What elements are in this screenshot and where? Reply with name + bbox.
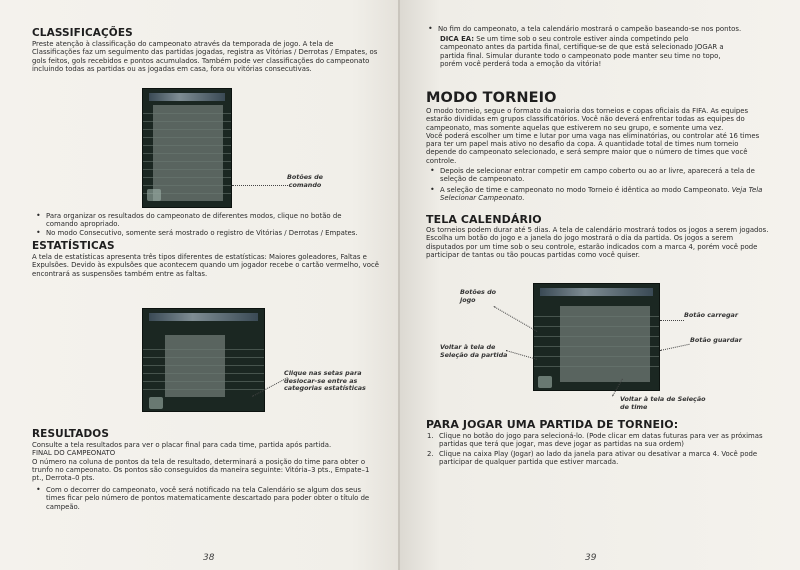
- screenshot-header-bar: [149, 93, 225, 101]
- classificacoes-heading: CLASSIFICAÇÕES: [32, 27, 133, 39]
- ea-logo-icon: [147, 189, 161, 201]
- comando-buttons-callout: Botões de comando: [287, 173, 323, 189]
- botao-guardar-callout: Botão guardar: [690, 336, 742, 344]
- para-jogar-step-2: 2. Clique na caixa Play (Jogar) ao lado da janela para ativar ou desativar a marca 4. Você pode participar de qualquer partida que estiver marcada.: [427, 450, 758, 467]
- classificacoes-bullet-2: • No modo Consecutivo, somente será mostrado o registro de Vitórias / Derrotas / Empates.: [34, 229, 379, 237]
- tela-calendario-paragraph: Os torneios podem durar até 5 dias. A tela de calendário mostrará todos os jogos a serem jogados. Escolha um botão do jogo e a janela do jogo mostrará o dia da partida. Os jogos a serem disputados por um time sob o seu controle, estarão indicados com a marca 4, porém você pode participar de tantas ou tão poucas partidas como você quiser.: [426, 226, 769, 259]
- modo-torneio-paragraph: O modo torneio, segue o formato da maioria dos torneios e copas oficiais da FIFA. As equipes estarão divididas em grupos classificatórios. Você não deverá enfrentar todas as equipes do campeonato, mas somente aquelas que estiverem no seu grupo, e somente uma vez. Você poderá escolher um time e lutar por uma vaga nas eliminatórias, ou controlar até 16 times para ter um papel mais ativo no desafio da copa. A quantidade total de times num torneio depende do campeonato selecionado, e será sempre maior que o número de times que você controle.: [426, 107, 760, 165]
- classificacoes-paragraph: Preste atenção à classificação do campeonato através da temporada de jogo. A tela de Classificações faz um seguimento das partidas jogadas, registra as Vitórias / Derrotas / Empates, os gols feitos, gols recebidos e pontos acumulados. Também pode ver classificações do campeonato incluindo todas as partidas ou as jogadas em casa, fora ou vitórias consecutivas.: [32, 40, 378, 73]
- resultados-paragraph: Consulte a tela resultados para ver o placar final para cada time, partida após partida. FINAL DO CAMPEONATO O número na coluna de pontos da tela de resultado, determinará a posição do time para obter o trunfo no campeonato. Os pontos são conseguidos da maneira seguinte: Vitória–3 pts., Empate–1 pt., Derrota–0 pts.: [32, 441, 370, 483]
- para-jogar-heading: PARA JOGAR UMA PARTIDA DE TORNEIO:: [426, 418, 679, 431]
- estatisticas-paragraph: A tela de estatísticas apresenta três tipos diferentes de estatísticas: Maiores goleadores, Faltas e Expulsões. Devido às expulsões que acontecem quando um jogador recebe o cartão vermelho, você encontrará as suspensões também entre as faltas.: [32, 253, 379, 278]
- page-number-right: 39: [585, 553, 597, 563]
- screenshot-header-bar: [540, 288, 653, 296]
- voltar-selecao-time-callout: Voltar à tela de Seleção de time: [620, 395, 706, 411]
- campeonato-end-bullet: • No fim do campeonato, a tela calendário mostrará o campeão baseando-se nos pontos.: [426, 25, 776, 33]
- stats-arrows-callout: Clique nas setas para deslocar-se entre as categorias estatísticas: [284, 369, 366, 393]
- modo-torneio-bullet-2: • A seleção de time e campeonato no modo Torneio é idêntica ao modo Campeonato. Veja Tela Selecionar Campeonato.: [428, 186, 778, 203]
- estatisticas-heading: ESTATÍSTICAS: [32, 240, 115, 252]
- ea-logo-icon: [149, 397, 163, 409]
- callout-leader: [660, 320, 684, 321]
- tela-calendario-heading: TELA CALENDÁRIO: [426, 213, 542, 226]
- page-number-left: 38: [203, 553, 215, 563]
- screenshot-header-bar: [149, 313, 258, 321]
- botao-carregar-callout: Botão carregar: [684, 311, 739, 319]
- standings-screenshot: [142, 88, 232, 208]
- calendar-screenshot: [533, 283, 660, 391]
- modo-torneio-bullet-1: • Depois de selecionar entrar competir em campo coberto ou ao ar livre, aparecerá a tela de seleção de campeonato.: [428, 167, 778, 184]
- callout-leader: [232, 185, 288, 186]
- resultados-heading: RESULTADOS: [32, 428, 109, 440]
- statistics-screenshot: [142, 308, 265, 412]
- para-jogar-step-1: 1. Clique no botão do jogo para selecioná-lo. (Pode clicar em datas futuras para ver as próximas partidas que terá que jogar, mas deve jogar as partidas na sua ordem): [427, 432, 763, 449]
- modo-torneio-heading: MODO TORNEIO: [426, 90, 557, 106]
- botoes-jogo-callout: Botões do jogo: [460, 288, 497, 304]
- dica-ea-tip: DICA EA: Se um time sob o seu controle estiver ainda competindo pelo campeonato antes da partida final, certifique-se de que está selecionado JOGAR a partida final. Simular durante todo o campeonato pode manter seu time no topo, porém você perderá toda a emoção da vitória!: [440, 35, 724, 68]
- voltar-selecao-partida-callout: Voltar à tela de Seleção da partida: [440, 343, 508, 359]
- resultados-bullet: • Com o decorrer do campeonato, você será notificado na tela Calendário se algum dos seus times ficar pelo número de pontos matematicamente descartado para poder obter o título de campeão.: [34, 486, 379, 511]
- ea-logo-icon: [538, 376, 552, 388]
- classificacoes-bullet-1: • Para organizar os resultados do campeonato de diferentes modos, clique no botão de comando apropriado.: [34, 212, 379, 229]
